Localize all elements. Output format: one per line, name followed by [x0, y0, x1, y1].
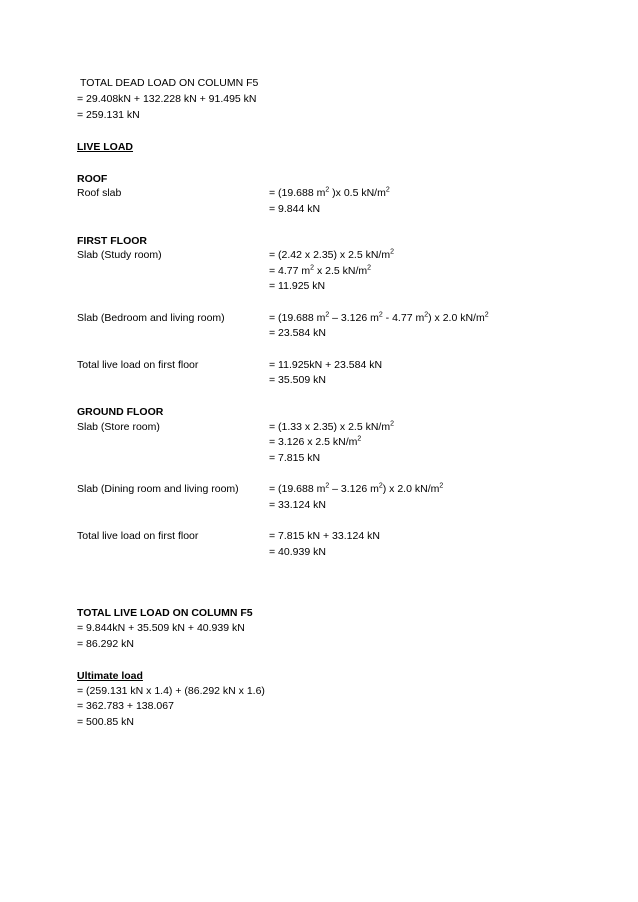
- ultimate-load-step: = 362.783 + 138.067: [77, 700, 174, 712]
- dining-room-label: Slab (Dining room and living room): [77, 483, 239, 495]
- dining-room-calc: = (19.688 $m^2 - 3.126$ $m^2$) x 2.0 $kN/m^2$: [269, 482, 444, 495]
- ultimate-load-title: Ultimate load: [77, 670, 143, 682]
- store-room-area: = 3.126 x 2.5 $kN/m^2$: [269, 435, 362, 448]
- roof-heading: ROOF: [77, 173, 108, 185]
- ultimate-load-result: = 500.85 kN: [77, 716, 134, 728]
- ground-floor-heading: GROUND FLOOR: [77, 406, 164, 418]
- study-room-area: = 4.77 $m^2$ x 2.5 $kN/m^2$: [269, 264, 372, 277]
- first-floor-total-result: = 35.509 kN: [269, 374, 326, 386]
- total-live-load-title: TOTAL LIVE LOAD ON COLUMN F5: [77, 607, 253, 619]
- study-room-label: Slab (Study room): [77, 249, 162, 261]
- first-floor-heading: FIRST FLOOR: [77, 235, 147, 247]
- ultimate-load-formula: = (259.131 kN x 1.4) + (86.292 kN x 1.6): [77, 685, 265, 697]
- dead-load-title: TOTAL DEAD LOAD ON COLUMN F5: [80, 77, 259, 89]
- roof-slab-label: Roof slab: [77, 187, 122, 199]
- dead-load-result: = 259.131 kN: [77, 109, 140, 121]
- first-floor-total-label: Total live load on first floor: [77, 359, 199, 371]
- dining-room-result: = 33.124 kN: [269, 499, 326, 511]
- first-floor-total-sum: = 11.925kN + 23.584 kN: [269, 359, 383, 371]
- ground-floor-total-sum: = 7.815 kN + 33.124 kN: [269, 530, 380, 542]
- ground-floor-total-result: = 40.939 kN: [269, 546, 326, 558]
- study-room-calc: = (2.42 x 2.35) x 2.5 $kN/m^2$: [269, 248, 394, 261]
- bedroom-label: Slab (Bedroom and living room): [77, 312, 225, 324]
- roof-slab-calc: = (19.688 $m^2$ )x 0.5 $kN/m^2$: [269, 186, 390, 199]
- total-live-load-result: = 86.292 kN: [77, 638, 134, 650]
- total-live-load-sum: = 9.844kN + 35.509 kN + 40.939 kN: [77, 622, 245, 634]
- roof-slab-result: = 9.844 kN: [269, 203, 321, 215]
- store-room-calc: = (1.33 x 2.35) x 2.5 $kN/m^2$: [269, 420, 394, 433]
- live-load-heading: LIVE LOAD: [77, 141, 134, 153]
- bedroom-calc: = (19.688 $m^2 - 3.126$ $m^2 - 4.77$ $m^2$) x 2.0 $kN/m^2$: [269, 311, 489, 324]
- dead-load-sum: = 29.408kN + 132.228 kN + 91.495 kN: [77, 93, 257, 105]
- store-room-label: Slab (Store room): [77, 421, 160, 433]
- store-room-result: = 7.815 kN: [269, 452, 321, 464]
- bedroom-result: = 23.584 kN: [269, 327, 326, 339]
- study-room-result: = 11.925 kN: [269, 280, 326, 292]
- ground-floor-total-label: Total live load on first floor: [77, 530, 199, 542]
